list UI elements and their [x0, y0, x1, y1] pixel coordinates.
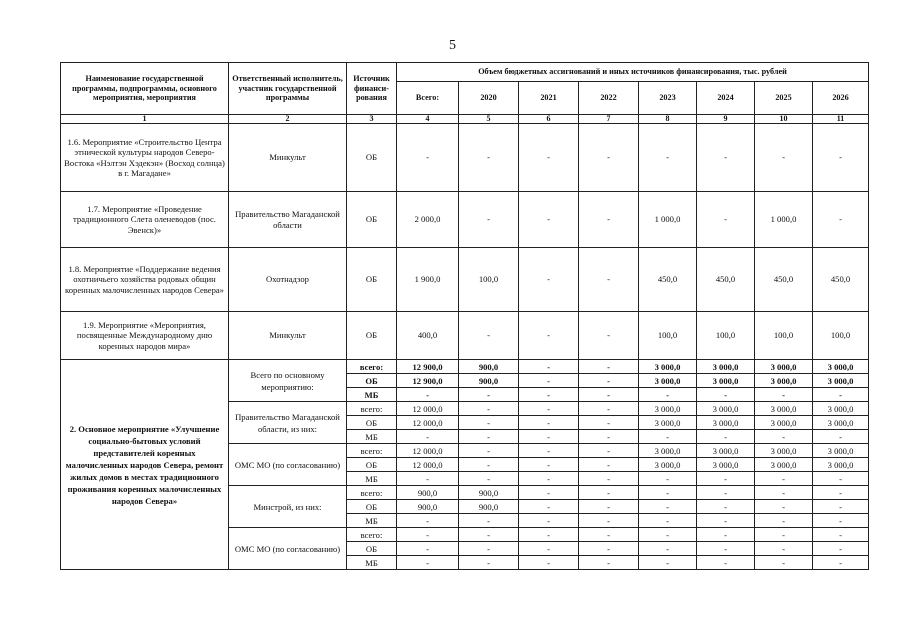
- group-value-6: 3 000,0: [755, 402, 813, 416]
- group-value-2: -: [519, 430, 579, 444]
- group-value-0: 900,0: [397, 486, 459, 500]
- group-value-7: -: [813, 528, 869, 542]
- group-value-7: -: [813, 514, 869, 528]
- group-value-2: -: [519, 416, 579, 430]
- measure-value-3: -: [579, 124, 639, 192]
- measure-value-5: -: [697, 124, 755, 192]
- group-value-3: -: [579, 388, 639, 402]
- group-value-4: -: [639, 388, 697, 402]
- measure-value-6: 1 000,0: [755, 192, 813, 248]
- group-source: всего:: [347, 360, 397, 374]
- measure-name: 1.8. Мероприятие «Поддержание ведения охотничьего хозяйства родовых общин коренных малочисленных народов Севера»: [61, 248, 229, 312]
- column-number-2: 2: [229, 115, 347, 124]
- group-value-5: 3 000,0: [697, 416, 755, 430]
- group-value-1: -: [459, 542, 519, 556]
- group-value-1: -: [459, 416, 519, 430]
- column-number-3: 3: [347, 115, 397, 124]
- group-value-3: -: [579, 500, 639, 514]
- group-value-2: -: [519, 472, 579, 486]
- group-value-4: 3 000,0: [639, 402, 697, 416]
- group-value-5: -: [697, 388, 755, 402]
- group-source: всего:: [347, 444, 397, 458]
- group-value-4: -: [639, 500, 697, 514]
- group-value-7: -: [813, 542, 869, 556]
- column-number-5: 5: [459, 115, 519, 124]
- group-value-7: -: [813, 430, 869, 444]
- group-value-6: -: [755, 542, 813, 556]
- header-name: Наименование государственной программы, подпрограммы, основного мероприятия, мероприятия: [61, 63, 229, 115]
- measure-executor: Минкульт: [229, 124, 347, 192]
- measure-value-0: 400,0: [397, 312, 459, 360]
- group-value-2: -: [519, 556, 579, 570]
- measure-value-4: 450,0: [639, 248, 697, 312]
- measure-value-5: 100,0: [697, 312, 755, 360]
- measure-value-1: 100,0: [459, 248, 519, 312]
- group-value-2: -: [519, 458, 579, 472]
- header-source: Источник финанси-рования: [347, 63, 397, 115]
- group-value-3: -: [579, 458, 639, 472]
- group-value-5: 3 000,0: [697, 360, 755, 374]
- group-value-3: -: [579, 556, 639, 570]
- group-value-4: 3 000,0: [639, 416, 697, 430]
- group-source: ОБ: [347, 458, 397, 472]
- group-value-1: 900,0: [459, 374, 519, 388]
- page-number: 5: [449, 38, 456, 53]
- group-value-7: 3 000,0: [813, 444, 869, 458]
- column-number-1: 1: [61, 115, 229, 124]
- group-executor: Всего по основному мероприятию:: [229, 360, 347, 402]
- column-number-8: 8: [639, 115, 697, 124]
- header-year-0: Всего:: [397, 82, 459, 115]
- group-value-1: -: [459, 472, 519, 486]
- header-year-4: 2023: [639, 82, 697, 115]
- group-source: ОБ: [347, 500, 397, 514]
- group-value-2: -: [519, 528, 579, 542]
- group-value-5: -: [697, 430, 755, 444]
- measure-value-7: -: [813, 124, 869, 192]
- group-value-6: -: [755, 514, 813, 528]
- group-value-0: 12 000,0: [397, 444, 459, 458]
- financing-table: [60, 62, 869, 570]
- group-value-4: 3 000,0: [639, 360, 697, 374]
- header-executor: Ответственный исполнитель, участник государственной программы: [229, 63, 347, 115]
- group-value-4: 3 000,0: [639, 374, 697, 388]
- group-value-1: -: [459, 458, 519, 472]
- measure-value-7: 450,0: [813, 248, 869, 312]
- group-value-1: -: [459, 556, 519, 570]
- group-value-2: -: [519, 388, 579, 402]
- main-event-row: [61, 360, 869, 374]
- group-value-6: 3 000,0: [755, 360, 813, 374]
- measure-value-3: -: [579, 248, 639, 312]
- measure-name: 1.9. Мероприятие «Мероприятия, посвященные Международному дню коренных народов мира»: [61, 312, 229, 360]
- group-value-2: -: [519, 402, 579, 416]
- group-value-0: -: [397, 472, 459, 486]
- group-value-1: -: [459, 388, 519, 402]
- group-executor: ОМС МО (по согласованию): [229, 444, 347, 486]
- financing-table-body: [61, 124, 869, 570]
- measure-source: ОБ: [347, 248, 397, 312]
- group-value-0: 12 900,0: [397, 360, 459, 374]
- measure-value-1: -: [459, 124, 519, 192]
- group-value-4: -: [639, 542, 697, 556]
- measure-value-2: -: [519, 192, 579, 248]
- group-value-7: -: [813, 500, 869, 514]
- group-executor: ОМС МО (по согласованию): [229, 528, 347, 570]
- group-value-5: 3 000,0: [697, 402, 755, 416]
- measure-value-0: 2 000,0: [397, 192, 459, 248]
- group-value-4: -: [639, 472, 697, 486]
- group-value-6: -: [755, 486, 813, 500]
- financing-table-container: [60, 62, 868, 570]
- group-value-2: -: [519, 500, 579, 514]
- group-value-4: -: [639, 528, 697, 542]
- group-value-6: -: [755, 556, 813, 570]
- group-value-6: -: [755, 500, 813, 514]
- header-year-1: 2020: [459, 82, 519, 115]
- group-value-1: 900,0: [459, 486, 519, 500]
- measure-value-1: -: [459, 312, 519, 360]
- group-value-1: 900,0: [459, 360, 519, 374]
- group-value-0: 900,0: [397, 500, 459, 514]
- group-source: ОБ: [347, 416, 397, 430]
- group-value-7: -: [813, 388, 869, 402]
- measure-source: ОБ: [347, 312, 397, 360]
- measure-value-5: 450,0: [697, 248, 755, 312]
- group-value-2: -: [519, 444, 579, 458]
- measure-name: 1.7. Мероприятие «Проведение традиционного Слета оленеводов (пос. Эвенск)»: [61, 192, 229, 248]
- group-value-4: -: [639, 486, 697, 500]
- group-value-4: -: [639, 430, 697, 444]
- measure-value-2: -: [519, 124, 579, 192]
- group-value-5: -: [697, 514, 755, 528]
- measure-row: [61, 192, 869, 248]
- measure-value-7: 100,0: [813, 312, 869, 360]
- group-source: ОБ: [347, 542, 397, 556]
- group-value-1: 900,0: [459, 500, 519, 514]
- header-year-2: 2021: [519, 82, 579, 115]
- header-column-numbers-row: [61, 115, 869, 124]
- column-number-10: 10: [755, 115, 813, 124]
- group-value-6: -: [755, 472, 813, 486]
- measure-value-4: -: [639, 124, 697, 192]
- group-value-5: -: [697, 500, 755, 514]
- measure-value-2: -: [519, 248, 579, 312]
- measure-value-0: 1 900,0: [397, 248, 459, 312]
- group-value-5: -: [697, 472, 755, 486]
- group-value-0: -: [397, 388, 459, 402]
- group-source: МБ: [347, 388, 397, 402]
- group-value-3: -: [579, 542, 639, 556]
- group-value-0: -: [397, 542, 459, 556]
- group-value-0: -: [397, 514, 459, 528]
- column-number-6: 6: [519, 115, 579, 124]
- group-value-0: 12 000,0: [397, 416, 459, 430]
- group-value-3: -: [579, 416, 639, 430]
- group-value-6: 3 000,0: [755, 374, 813, 388]
- group-value-4: 3 000,0: [639, 458, 697, 472]
- column-number-4: 4: [397, 115, 459, 124]
- group-value-1: -: [459, 528, 519, 542]
- group-value-3: -: [579, 374, 639, 388]
- column-number-9: 9: [697, 115, 755, 124]
- header-year-7: 2026: [813, 82, 869, 115]
- group-value-4: -: [639, 556, 697, 570]
- measure-value-3: -: [579, 192, 639, 248]
- group-value-7: 3 000,0: [813, 416, 869, 430]
- group-value-5: -: [697, 542, 755, 556]
- group-value-2: -: [519, 374, 579, 388]
- measure-value-0: -: [397, 124, 459, 192]
- measure-value-4: 100,0: [639, 312, 697, 360]
- group-value-3: -: [579, 514, 639, 528]
- group-value-5: 3 000,0: [697, 458, 755, 472]
- group-value-0: 12 000,0: [397, 458, 459, 472]
- group-source: МБ: [347, 514, 397, 528]
- group-value-3: -: [579, 360, 639, 374]
- group-value-1: -: [459, 402, 519, 416]
- measure-executor: Охотнадзор: [229, 248, 347, 312]
- measure-value-6: 450,0: [755, 248, 813, 312]
- group-value-5: 3 000,0: [697, 374, 755, 388]
- header-volume: Объем бюджетных ассигнований и иных источников финансирования, тыс. рублей: [397, 63, 869, 82]
- group-value-7: 3 000,0: [813, 458, 869, 472]
- group-value-6: -: [755, 528, 813, 542]
- group-value-1: -: [459, 430, 519, 444]
- group-value-5: -: [697, 486, 755, 500]
- group-source: всего:: [347, 402, 397, 416]
- group-value-4: -: [639, 514, 697, 528]
- measure-row: [61, 312, 869, 360]
- group-value-6: 3 000,0: [755, 444, 813, 458]
- column-number-7: 7: [579, 115, 639, 124]
- main-event-name: 2. Основное мероприятие «Улучшение социально-бытовых условий представителей коренных малочисленных народов Севера, ремонт жилых домов в местах традиционного проживания коренных малочисленных народов Севера»: [61, 360, 229, 570]
- group-value-0: -: [397, 430, 459, 444]
- measure-row: [61, 124, 869, 192]
- measure-name: 1.6. Мероприятие «Строительство Центра этнической культуры народов Северо-Востока «Нэлтэн Хэдекэн» (Восход солнца) в г. Магадане»: [61, 124, 229, 192]
- group-value-7: 3 000,0: [813, 360, 869, 374]
- group-value-1: -: [459, 444, 519, 458]
- group-source: всего:: [347, 528, 397, 542]
- group-value-0: 12 000,0: [397, 402, 459, 416]
- group-value-7: -: [813, 556, 869, 570]
- measure-source: ОБ: [347, 192, 397, 248]
- group-value-3: -: [579, 430, 639, 444]
- group-value-7: -: [813, 472, 869, 486]
- group-value-3: -: [579, 402, 639, 416]
- group-value-3: -: [579, 444, 639, 458]
- measure-value-7: -: [813, 192, 869, 248]
- header-year-3: 2022: [579, 82, 639, 115]
- group-value-0: -: [397, 528, 459, 542]
- group-value-3: -: [579, 486, 639, 500]
- group-source: МБ: [347, 430, 397, 444]
- group-value-5: -: [697, 556, 755, 570]
- group-source: МБ: [347, 472, 397, 486]
- group-value-0: -: [397, 556, 459, 570]
- measure-value-6: -: [755, 124, 813, 192]
- group-value-6: 3 000,0: [755, 458, 813, 472]
- measure-executor: Правительство Магаданской области: [229, 192, 347, 248]
- group-executor: Правительство Магаданской области, из них:: [229, 402, 347, 444]
- group-value-7: 3 000,0: [813, 402, 869, 416]
- group-value-4: 3 000,0: [639, 444, 697, 458]
- measure-value-2: -: [519, 312, 579, 360]
- group-value-2: -: [519, 360, 579, 374]
- group-value-2: -: [519, 514, 579, 528]
- group-source: всего:: [347, 486, 397, 500]
- group-source: МБ: [347, 556, 397, 570]
- group-value-6: -: [755, 430, 813, 444]
- group-value-3: -: [579, 528, 639, 542]
- group-value-3: -: [579, 472, 639, 486]
- group-value-6: 3 000,0: [755, 416, 813, 430]
- group-value-2: -: [519, 486, 579, 500]
- group-executor: Минстрой, из них:: [229, 486, 347, 528]
- measure-value-5: -: [697, 192, 755, 248]
- group-value-7: -: [813, 486, 869, 500]
- measure-source: ОБ: [347, 124, 397, 192]
- measure-executor: Минкульт: [229, 312, 347, 360]
- measure-value-1: -: [459, 192, 519, 248]
- group-value-0: 12 900,0: [397, 374, 459, 388]
- group-value-1: -: [459, 514, 519, 528]
- measure-value-4: 1 000,0: [639, 192, 697, 248]
- column-number-11: 11: [813, 115, 869, 124]
- group-value-5: 3 000,0: [697, 444, 755, 458]
- group-value-5: -: [697, 528, 755, 542]
- measure-value-6: 100,0: [755, 312, 813, 360]
- header-year-5: 2024: [697, 82, 755, 115]
- group-value-6: -: [755, 388, 813, 402]
- measure-value-3: -: [579, 312, 639, 360]
- group-value-7: 3 000,0: [813, 374, 869, 388]
- group-source: ОБ: [347, 374, 397, 388]
- group-value-2: -: [519, 542, 579, 556]
- header-year-6: 2025: [755, 82, 813, 115]
- measure-row: [61, 248, 869, 312]
